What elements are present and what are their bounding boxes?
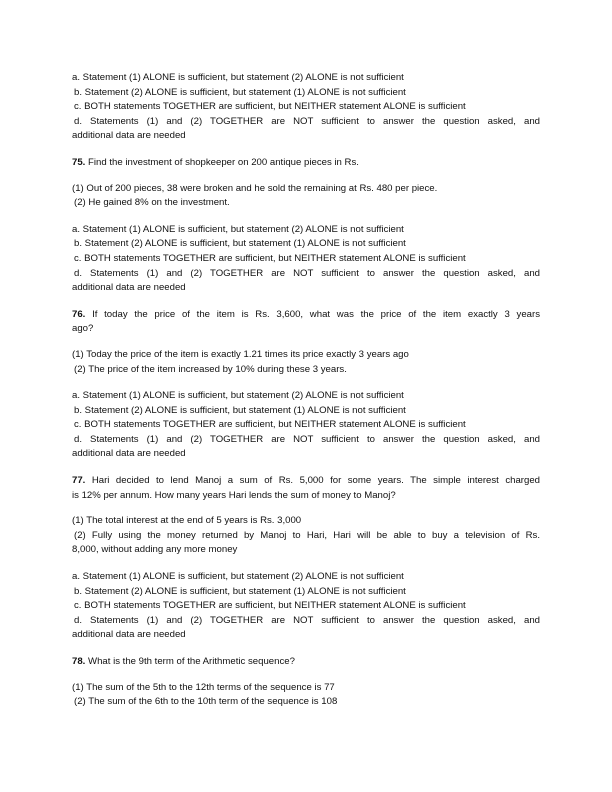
statement-1: (1) The sum of the 5th to the 12th terms of the sequence is 77 bbox=[72, 681, 335, 693]
statement-1: (1) Out of 200 pieces, 38 were broken and he sold the remaining at Rs. 480 per piece. bbox=[72, 182, 438, 194]
option-d-line-1: d. Statements (1) and (2) TOGETHER are NOT sufficient to answer the question asked, and bbox=[74, 267, 540, 279]
option-d-line-2: additional data are needed bbox=[72, 629, 186, 641]
option-d-line-1: d. Statements (1) and (2) TOGETHER are NOT sufficient to answer the question asked, and bbox=[74, 614, 540, 626]
option-c: c. BOTH statements TOGETHER are sufficient, but NEITHER statement ALONE is sufficient bbox=[74, 419, 466, 431]
option-d-line-1: d. Statements (1) and (2) TOGETHER are NOT sufficient to answer the question asked, and bbox=[74, 115, 540, 127]
statement-2: (2) He gained 8% on the investment. bbox=[74, 197, 230, 209]
question-number: 76. bbox=[72, 308, 86, 320]
option-d-line-2: additional data are needed bbox=[72, 282, 186, 294]
option-c: c. BOTH statements TOGETHER are sufficient, but NEITHER statement ALONE is sufficient bbox=[74, 101, 466, 113]
question-text-line-2: is 12% per annum. How many years Hari lends the sum of money to Manoj? bbox=[72, 489, 396, 501]
question-number: 77. bbox=[72, 475, 86, 487]
statement-1: (1) The total interest at the end of 5 years is Rs. 3,000 bbox=[72, 515, 302, 527]
option-d-line-2: additional data are needed bbox=[72, 130, 186, 142]
question-text: Find the investment of shopkeeper on 200 antique pieces in Rs. bbox=[88, 156, 359, 168]
question-number: 78. bbox=[72, 656, 86, 667]
option-a: a. Statement (1) ALONE is sufficient, but statement (2) ALONE is not sufficient bbox=[72, 223, 404, 235]
option-d-line-1: d. Statements (1) and (2) TOGETHER are NOT sufficient to answer the question asked, and bbox=[74, 433, 540, 445]
question-76 bbox=[72, 308, 540, 323]
answer-options-block bbox=[72, 570, 540, 643]
question-text: What is the 9th term of the Arithmetic sequence? bbox=[88, 656, 295, 667]
question-77 bbox=[72, 474, 540, 489]
option-b: b. Statement (2) ALONE is sufficient, but statement (1) ALONE is not sufficient bbox=[74, 238, 406, 250]
option-a: a. Statement (1) ALONE is sufficient, but statement (2) ALONE is not sufficient bbox=[72, 72, 404, 83]
question-text-line-1: If today the price of the item is Rs. 3,600, what was the price of the item exactly 3 years bbox=[92, 308, 540, 320]
option-b: b. Statement (2) ALONE is sufficient, but statement (1) ALONE is not sufficient bbox=[74, 404, 406, 416]
question-text-line-2: ago? bbox=[72, 323, 94, 335]
option-a: a. Statement (1) ALONE is sufficient, but statement (2) ALONE is not sufficient bbox=[72, 571, 404, 583]
option-a: a. Statement (1) ALONE is sufficient, but statement (2) ALONE is not sufficient bbox=[72, 390, 404, 402]
option-c: c. BOTH statements TOGETHER are sufficient, but NEITHER statement ALONE is sufficient bbox=[74, 600, 466, 612]
option-b: b. Statement (2) ALONE is sufficient, but statement (1) ALONE is not sufficient bbox=[74, 585, 406, 597]
question-75 bbox=[72, 156, 540, 171]
statement-2-line-2: 8,000, without adding any more money bbox=[72, 544, 238, 556]
question-78 bbox=[72, 655, 540, 670]
statement-2-line-1: (2) Fully using the money returned by Manoj to Hari, Hari will be able to buy a television of Rs. bbox=[74, 529, 540, 541]
answer-options-block bbox=[72, 71, 540, 144]
statement-2: (2) The sum of the 6th to the 10th term of the sequence is 108 bbox=[74, 696, 338, 708]
statement-2: (2) The price of the item increased by 10% during these 3 years. bbox=[74, 363, 347, 375]
option-c: c. BOTH statements TOGETHER are sufficient, but NEITHER statement ALONE is sufficient bbox=[74, 252, 466, 264]
page-content bbox=[72, 71, 540, 710]
question-text-line-1: Hari decided to lend Manoj a sum of Rs. 5,000 for some years. The simple interest charged bbox=[91, 475, 540, 487]
option-d-line-2: additional data are needed bbox=[72, 448, 186, 460]
option-b: b. Statement (2) ALONE is sufficient, but statement (1) ALONE is not sufficient bbox=[74, 86, 406, 98]
answer-options-block bbox=[72, 389, 540, 462]
answer-options-block bbox=[72, 223, 540, 296]
statement-1: (1) Today the price of the item is exactly 1.21 times its price exactly 3 years ago bbox=[72, 348, 409, 360]
question-number: 75. bbox=[72, 156, 86, 168]
